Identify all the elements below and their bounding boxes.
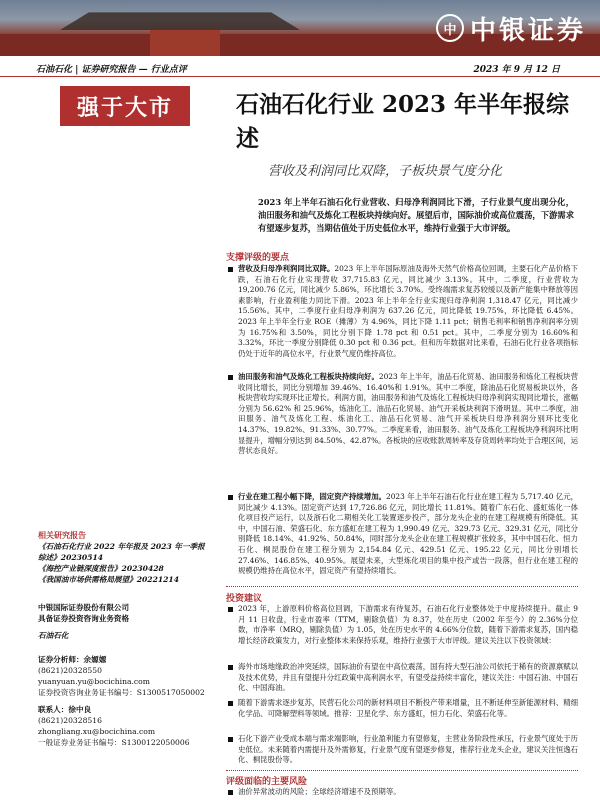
contact-cert: 一般证券业务证书编号：S1300122050006 (38, 738, 190, 747)
bullet-square-icon (228, 790, 233, 795)
section-divider (226, 586, 578, 587)
bullet-square-icon (228, 737, 233, 742)
breadcrumb: 石油石化 | 证券研究报告 — 行业点评 (36, 65, 187, 75)
point-text: 2023 年上半年石油石化行业在建工程为 5,717.40 亿元，同比减少 4.13%。固定资产达到 17,726.86 亿元，同比增长 11.81%。随着广东石化、盛虹炼化一体化项目投产运行，以及浙石化二期相关化工装置逐步投产，部分龙头企业的在建工程规模有所降低。其中，中国石油、荣盛石化、东方盛虹在建工程为 1,990.49 亿元、329.73 亿元、329.31 亿元，同比分别降低 18.14%、41.92%、50.84%，同时部分龙头企业在建工程规模扩张较多，其中中国石化、恒力石化、桐昆股份在建工程分别为 2,154.84 亿元、429.51 亿元、195.22 亿元，同比分别增长 27.46%、146.85%、40.95%。展望未来，大型炼化项目的集中投产或告一段落，但行业在建工程的规模仍维持在高位水平，固定资产有望持续增长。 (238, 492, 578, 576)
invest-item (238, 662, 578, 694)
palace-gate (150, 30, 220, 56)
page-subtitle: 营收及利润同比双降，子板块景气度分化 (268, 164, 503, 179)
invest-text: 石化下游产业受成本端与需求端影响，行业盈利能力有望修复，主营业务阶段性承压，行业景气度处于历史低位。未来随着内需提升及外需修复，行业景气度有望逐步修复，推荐行业龙头企业，建议关注恒逸石化、桐昆股份等。 (238, 734, 578, 765)
invest-text: 2023 年，上游原料价格高位回调，下游需求有待复苏，石油石化行业整体处于中度持续提升。截止 9 月 11 日收盘，行业市盈率（TTM，剔除负值）为 8.37，处在历史（2002 年至今）的 2.36%分位数，市净率（MRQ，剔除负值）为 1.05，处在历史水平的 4.66%分位数，随着下游需求复苏，国内稳增长经济政策发力，对行业整体未来保持乐观，维持行业强于大市评级。建议关注以下投资领域： (238, 604, 578, 645)
section-divider (226, 770, 578, 771)
analyst-info (38, 654, 208, 748)
bullet-square-icon (228, 495, 233, 500)
point-item (238, 264, 578, 359)
firm-name: 中银国际证券股份有限公司 (38, 603, 130, 612)
invest-item (238, 698, 578, 719)
bullet-square-icon (228, 267, 233, 272)
bullet-square-icon (228, 375, 233, 380)
header-banner (0, 0, 600, 56)
related-heading: 相关研究报告 (38, 530, 86, 540)
analyst-phone: (8621)20328550 (38, 666, 102, 675)
point-lead: 油田服务和油气及炼化工程板块持续向好。 (238, 372, 379, 381)
analyst-cert: 证券投资咨询业务证书编号：S1300517050002 (38, 688, 205, 697)
bullet-square-icon (228, 701, 233, 706)
invest-text: 海外市场地缘政治冲突延续，国际油价有望在中高位震荡，国有持大型石油公司依托于稀有的资源禀赋以及技术优势，并且有望提升分红政策中高利润水平，有望受益持续丰富化，建议关注：中国石油、中国石化、中国海油。 (238, 662, 578, 693)
risk-text: 油价异常波动的风险；全球经济增速不及预期等。 (238, 787, 401, 796)
related-research (38, 530, 208, 585)
sub-header (0, 58, 600, 77)
summary-paragraph: 2023 年上半年石油石化行业营收、归母净利润同比下滑，子行业景气度出现分化，油田服务和油气及炼化工程板块持续向好。展望后市，国际油价或高位震荡，下游需求有望逐步复苏，当期估值处于历史低位水平，维持行业强于大市评级。 (258, 197, 574, 233)
related-item[interactable]: 《海控产业链深度报告》20230428 (38, 564, 164, 573)
sector-label: 石油石化 (38, 631, 69, 640)
analyst-title: 证券分析师：余嫄嫄 (38, 655, 107, 664)
point-item (238, 372, 578, 457)
invest-item (238, 734, 578, 766)
bullet-square-icon (228, 665, 233, 670)
invest-heading: 投资建议 (226, 594, 263, 604)
contact-title: 联系人：徐中良 (38, 705, 92, 714)
rating-badge: 强于大市 (60, 86, 190, 126)
bullet-square-icon (228, 607, 233, 612)
report-date: 2023 年 9 月 12 日 (473, 65, 560, 75)
firm-qualification: 具备证券投资咨询业务资格 (38, 614, 130, 623)
risk-heading: 评级面临的主要风险 (226, 777, 308, 787)
analyst-email[interactable]: yuanyuan.yu@bocichina.com (38, 677, 150, 686)
boc-logo-icon: 中 (436, 14, 464, 42)
point-text: 2023 年上半年，油品石化贸易、油田服务和炼化工程板块营收同比增长，同比分别增加 39.46%、16.40%和 1.91%。其中二季度，除油品石化贸易板块以外，各板块营收均实现环比正增长。利润方面，油田服务和油气及炼化工程板块归母净利润实现同比增长，涨幅分别为 56.62% 和 25.96%，炼油化工、油品石化贸易、油气开采板块利润下滑明显。其中二季度，油田服务、油气及炼化工程、炼油化工、油品石化贸易、油气开采板块归母净利润分别环比变化 14.37%、19.82%、91.33%、30.77%。二季度来看，油田服务、油气及炼化工程板块净利润环比明显提升，增幅分别达到 84.50%、42.87%。各板块的应收账款周转率及存货周转率均处于合理区间，运营状态良好。 (238, 372, 578, 456)
point-item (238, 492, 578, 577)
point-lead: 行业在建工程小幅下降，固定资产持续增加。 (238, 492, 386, 501)
point-lead: 营收及归母净利润同比双降。 (238, 264, 335, 273)
point-text: 2023 年上半年国际原油及海外天然气价格高位回调，主要石化产品价格下跌，石油石化行业实现营收 37,715.83 亿元，同比减少 3.13%。其中，二季度，行业营收为 19,200.76 亿元，同比减少 5.86%，环比增长 3.70%。受终端需求复苏较缓以及新产能集中释放等因素影响，行业盈利能力同比下滑。2023 年上半年全行业实现归母净利润 1,318.47 亿元，同比减少 15.56%。其中，二季度行业归母净利润为 637.26 亿元，同比降低 19.75%，环比降低 6.45%。2023 年上半年全行业 ROE（摊薄）为 4.96%，同比下降 1.11 pct；销售毛利率和销售净利润率分别为 16.75%和 3.50%，同比分别下降 1.78 pct 和 0.51 pct。其中，二季度分别为 16.60%和 3.32%，环比一季度分别降低 0.30 pct 和 0.36 pct。但和历年数据对比来看，石油石化行业各项指标仍处于近年的高位水平，行业景气度仍维持高位。 (238, 264, 578, 358)
risk-item (238, 787, 578, 798)
page-title: 石油石化行业 2023 年半年报综述 (236, 91, 570, 152)
related-item[interactable]: 《我国油市场供需格局展望》20221214 (38, 575, 179, 584)
palace-roof (60, 8, 300, 30)
related-item[interactable]: 《石油石化行业 2022 年年报及 2023 年一季报综述》20230514 (38, 542, 205, 562)
logo-text: 中银证券 (469, 15, 586, 46)
contact-phone: (8621)20328516 (38, 716, 102, 725)
contact-email[interactable]: zhongliang.xu@bocichina.com (38, 727, 156, 736)
points-heading: 支撑评级的要点 (226, 253, 290, 263)
firm-info (38, 602, 208, 641)
invest-item (238, 604, 578, 646)
invest-text: 随着下游需求逐步复苏，民营石化公司的新材料项目不断投产带来增量，且不断延伸至新能源材料、精细化学品、可降解塑料等领域。推荐：卫星化学、东方盛虹，恒力石化、荣盛石化等。 (238, 698, 578, 718)
boc-logo (436, 0, 586, 56)
